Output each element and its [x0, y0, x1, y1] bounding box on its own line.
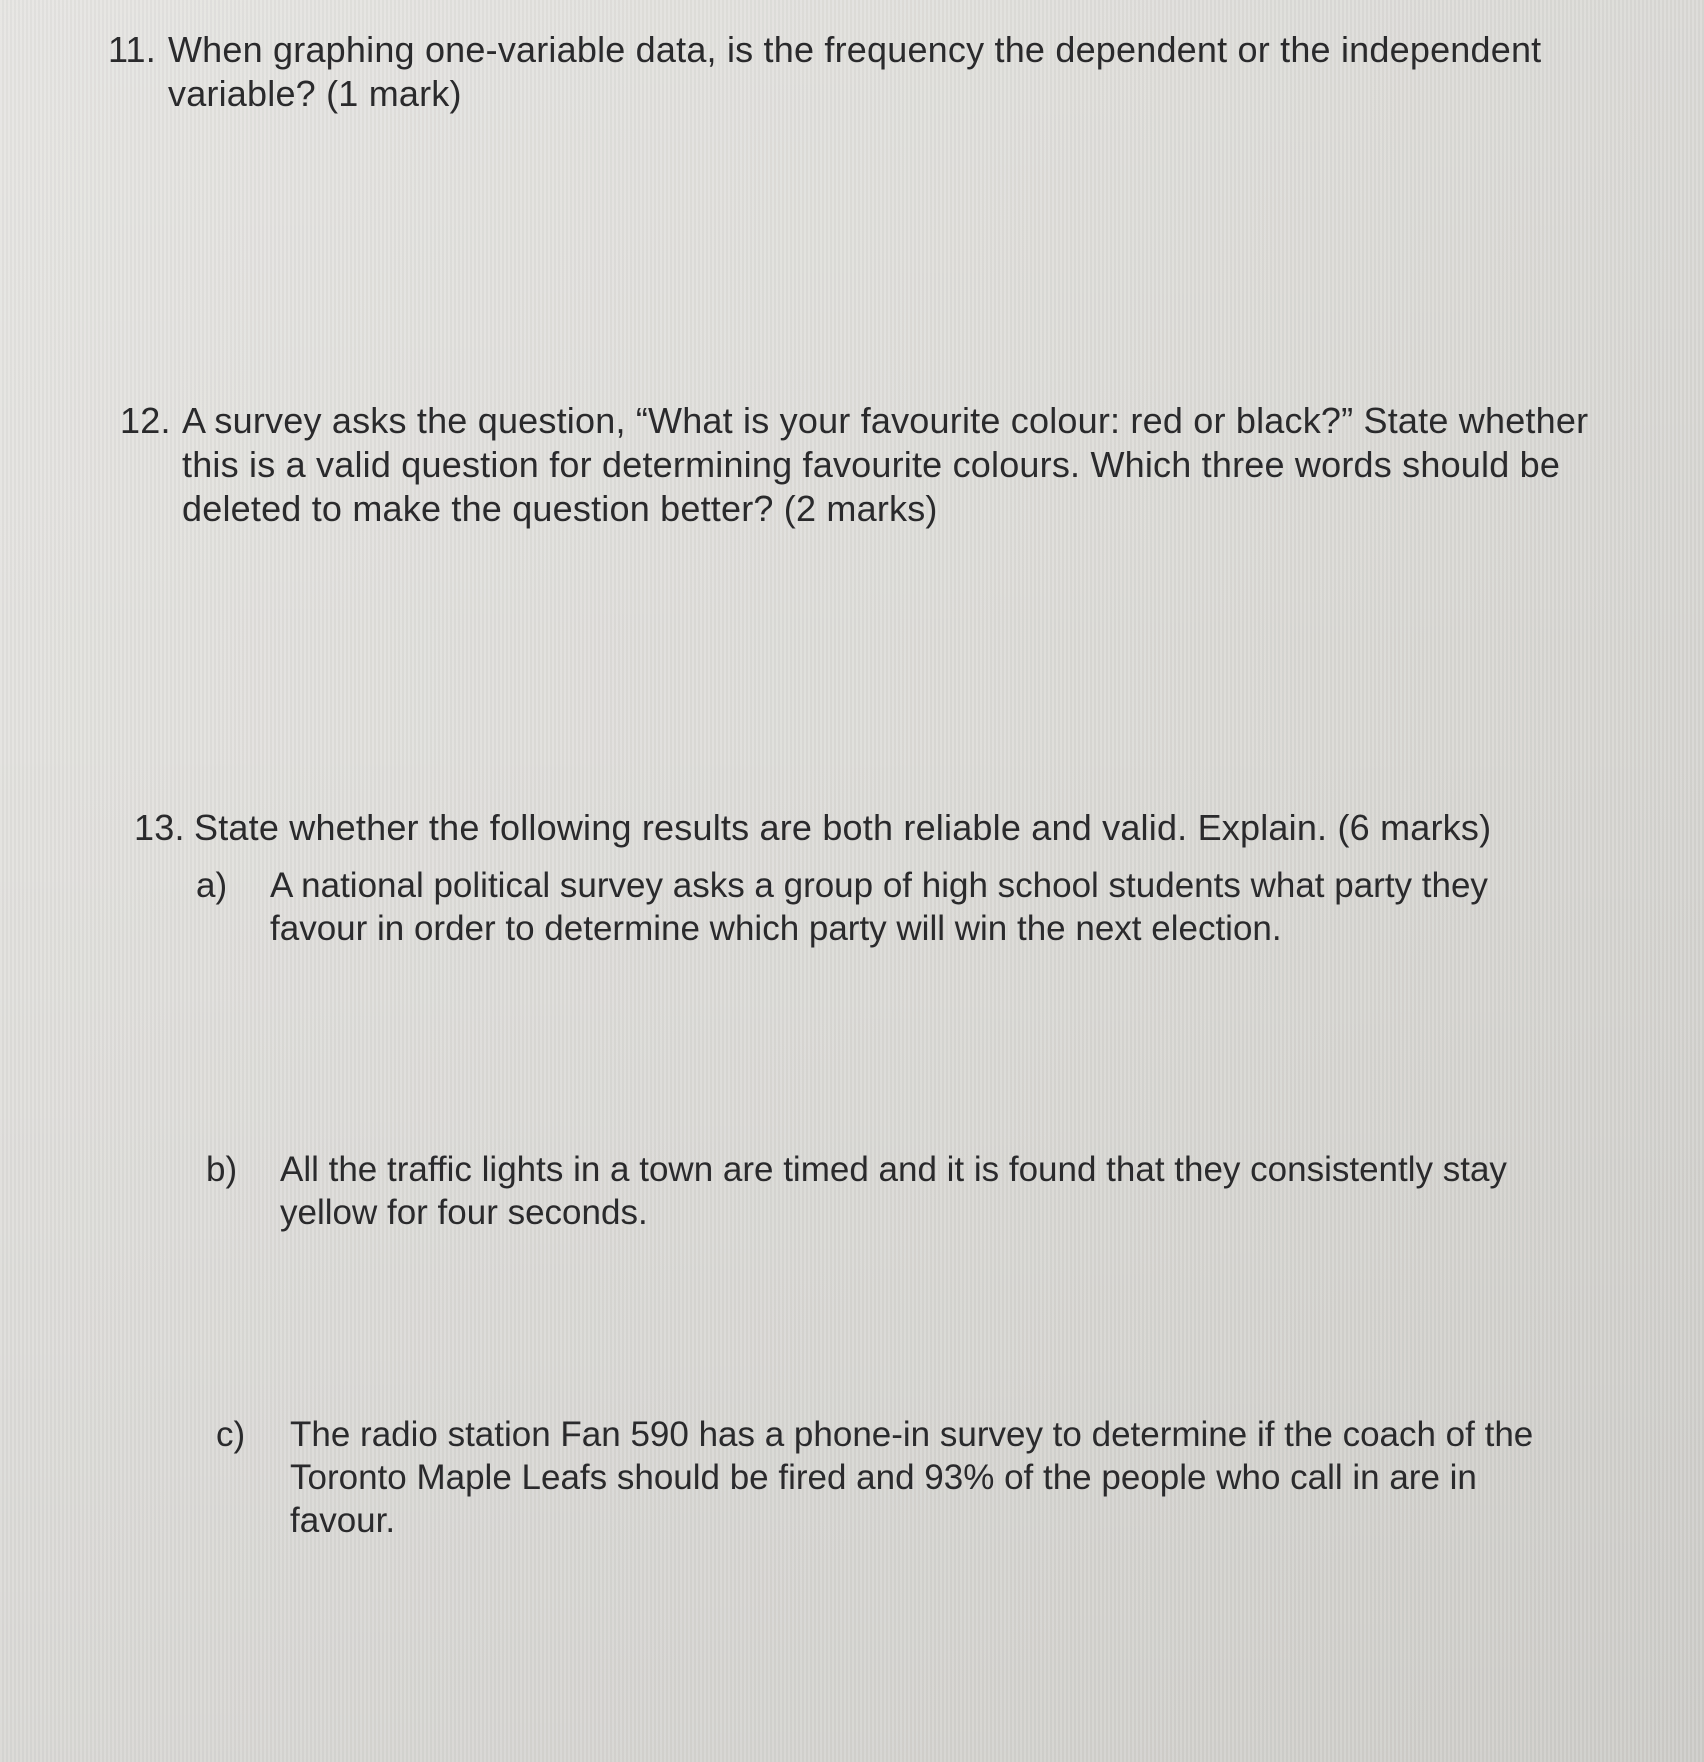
part-label: b): [206, 1150, 238, 1189]
part-label: c): [216, 1415, 246, 1454]
question-text: State whether the following results are both reliable and valid. Explain. (6 marks): [194, 807, 1492, 848]
part-text: The radio station Fan 590 has a phone-in survey to determine if the coach of the Toronto Maple Leafs should be fired and 93% of the people who call in are in favour.: [290, 1415, 1534, 1540]
question-13: [134, 806, 1614, 850]
question-number: 12.: [120, 400, 171, 441]
question-12: [120, 399, 1620, 531]
part-text: All the traffic lights in a town are timed and it is found that they consistently stay yellow for four seconds.: [280, 1150, 1507, 1232]
part-label: a): [196, 866, 228, 905]
question-13-part-b: [206, 1148, 1516, 1234]
question-number: 11.: [108, 29, 156, 70]
part-text: A national political survey asks a group of high school students what party they favour in order to determine which party will win the next election.: [270, 866, 1488, 948]
question-text: A survey asks the question, “What is your favourite colour: red or black?” State whether this is a valid question for determining favourite colours. Which three words should be deleted to make the question better? (2 marks): [182, 400, 1589, 529]
question-13-part-a: [196, 864, 1506, 950]
question-11: [108, 28, 1588, 116]
question-13-part-c: [216, 1413, 1556, 1542]
question-number: 13.: [134, 807, 185, 848]
question-text: When graphing one-variable data, is the frequency the dependent or the independent variable? (1 mark): [168, 29, 1542, 114]
